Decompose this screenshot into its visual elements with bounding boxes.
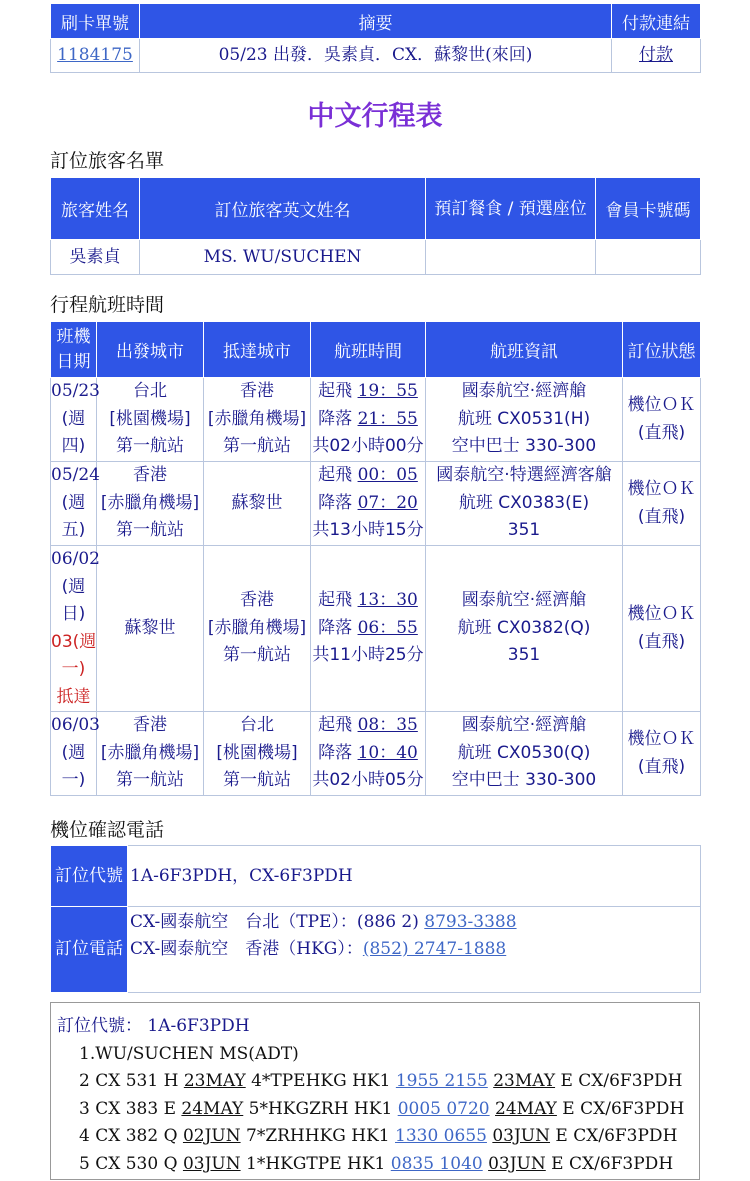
passenger-row (51, 240, 701, 275)
segment-times-link[interactable]: 0835 1040 (390, 1153, 483, 1174)
segment-tail: E CX/6F3PDH (550, 1126, 678, 1146)
airline-cabin: 國泰航空·經濟艙 (461, 715, 587, 736)
confirm-table (50, 845, 701, 993)
segment-date: 24MAY (181, 1098, 244, 1119)
arr-city-name: 香港 (240, 590, 274, 611)
aircraft: 空中巴士 330-300 (451, 436, 597, 457)
pnr-segment (57, 1151, 693, 1179)
dep-city-name: 蘇黎世 (124, 617, 176, 638)
pnr-box (50, 1002, 700, 1180)
booking-status (623, 712, 701, 796)
pay-link[interactable]: 付款 (639, 45, 673, 65)
segment-prefix: 3 CX 383 E (79, 1098, 182, 1119)
passenger-member (596, 240, 701, 275)
header-summary: 摘要 (140, 4, 612, 39)
takeoff-label: 起飛 (318, 715, 353, 736)
pnr-segment (57, 1096, 693, 1124)
passenger-meal (426, 240, 596, 275)
segment-date: 23MAY (183, 1071, 246, 1091)
segment-arr-date: 03JUN (492, 1126, 551, 1146)
dep-terminal: 第一航站 (116, 436, 184, 457)
passengers-section-title: 訂位旅客名單 (50, 150, 165, 172)
card-no-link[interactable]: 1184175 (57, 45, 133, 65)
dep-city (97, 712, 204, 796)
aircraft: 空中巴士 330-300 (451, 770, 597, 791)
header-pay-link: 付款連結 (612, 4, 701, 39)
takeoff-time: 00：05 (357, 465, 418, 486)
airline-cabin: 國泰航空·經濟艙 (461, 590, 587, 611)
phone-line-hkg (130, 936, 698, 963)
airline-cabin: 國泰航空·特選經濟客艙 (436, 465, 612, 486)
arr-city (204, 378, 311, 462)
aircraft: 351 (507, 520, 541, 541)
arr-airport: [赤臘角機場] (207, 408, 307, 429)
arr-city (204, 462, 311, 546)
segment-route: 4*TPEHKG HK1 (245, 1071, 396, 1091)
flight-weekday-close: 四) (61, 436, 86, 457)
status-direct: (直飛) (637, 506, 686, 527)
flight-info (426, 378, 623, 462)
flight-time (311, 546, 426, 712)
booking-status (623, 546, 701, 712)
segment-arr-date: 03JUN (488, 1153, 546, 1174)
phone-line-tpe (130, 909, 698, 936)
passengers-section (50, 177, 700, 275)
header-arr-city: 抵達城市 (204, 322, 311, 378)
dep-city-name: 香港 (133, 715, 167, 736)
arr-city-name: 台北 (240, 715, 274, 736)
status-ok: 機位ＯＫ (627, 604, 696, 624)
flight-row (51, 462, 701, 546)
flight-number: 航班 CX0530(Q) (457, 742, 591, 763)
summary-text: 05/23 出發．吳素貞．CX．蘇黎世(來回) (140, 39, 612, 73)
pnr-name-line: 1.WU/SUCHEN MS(ADT) (79, 1043, 299, 1064)
segment-tail: E CX/6F3PDH (556, 1098, 685, 1119)
header-meal-seat: 預訂餐食 / 預選座位 (426, 178, 596, 240)
segment-prefix: 5 CX 530 Q (79, 1153, 183, 1174)
dep-airport: [赤臘角機場] (100, 492, 200, 513)
segment-arr-date: 24MAY (495, 1098, 557, 1119)
land-label: 降落 (318, 742, 353, 763)
land-label: 降落 (318, 492, 353, 513)
arrival-date: 03(週 (51, 631, 97, 652)
takeoff-label: 起飛 (318, 465, 353, 486)
status-ok: 機位ＯＫ (627, 479, 696, 499)
pnr-segment (57, 1068, 693, 1096)
flight-row (51, 378, 701, 462)
aircraft: 351 (507, 645, 541, 666)
flight-weekday-close: 五) (61, 520, 86, 541)
flight-row (51, 546, 701, 712)
dep-terminal: 第一航站 (116, 520, 184, 541)
flight-time (311, 712, 426, 796)
flights-section (50, 321, 700, 796)
land-time: 07：20 (357, 492, 418, 513)
pnr-code: 1A-6F3PDH (147, 1016, 250, 1036)
flight-weekday-close: 一) (61, 770, 86, 791)
passengers-table (50, 177, 701, 275)
land-time: 21：55 (357, 408, 418, 429)
flight-weekday-close: 日) (61, 604, 86, 624)
flight-number: 航班 CX0382(Q) (457, 617, 591, 638)
segment-tail: E CX/6F3PDH (555, 1071, 683, 1091)
flights-section-title: 行程航班時間 (50, 294, 165, 316)
phone-prefix: CX-國泰航空 香港（HKG）： (130, 939, 363, 959)
header-booking-status: 訂位狀態 (623, 322, 701, 378)
land-time: 10：40 (357, 742, 418, 763)
land-time: 06：55 (357, 617, 418, 638)
segment-arr-date: 23MAY (493, 1071, 556, 1091)
arr-terminal: 第一航站 (223, 436, 291, 457)
header-passenger-name: 旅客姓名 (51, 178, 140, 240)
arr-terminal: 第一航站 (223, 770, 291, 791)
flights-table (50, 321, 701, 796)
dep-airport: [赤臘角機場] (100, 742, 200, 763)
flight-duration: 共02小時05分 (312, 770, 424, 791)
payment-table (50, 3, 701, 73)
land-label: 降落 (318, 408, 353, 429)
flight-date: 06/02 (51, 549, 100, 569)
phone-list (128, 907, 701, 993)
flight-row (51, 712, 701, 796)
flight-weekday-open: (週 (61, 408, 86, 429)
arr-city (204, 712, 311, 796)
arrival-label: 抵達 (56, 686, 91, 707)
arr-city-name: 香港 (240, 381, 274, 402)
takeoff-time: 19：55 (357, 381, 418, 402)
dep-city-name: 台北 (133, 381, 167, 402)
page-title: 中文行程表 (307, 101, 443, 132)
header-flight-info: 航班資訊 (426, 322, 623, 378)
booking-status (623, 378, 701, 462)
segment-prefix: 4 CX 382 Q (79, 1126, 183, 1146)
dep-city-name: 香港 (133, 465, 167, 486)
status-ok: 機位ＯＫ (627, 395, 696, 415)
flight-date: 06/03 (51, 715, 100, 736)
dep-airport: [桃園機場] (109, 408, 191, 429)
flight-time (311, 378, 426, 462)
flight-info (426, 546, 623, 712)
code-label: 訂位代號 (51, 846, 128, 907)
flight-duration: 共13小時15分 (312, 520, 424, 541)
header-flight-date: 班機日期 (51, 322, 97, 378)
phone-number-link[interactable]: 8793-3388 (424, 912, 517, 932)
dep-city (97, 378, 204, 462)
flight-date: 05/23 (51, 381, 100, 402)
passenger-english-name: MS. WU/SUCHEN (140, 240, 426, 275)
booking-status (623, 462, 701, 546)
segment-route: 7*ZRHHKG HK1 (240, 1126, 396, 1146)
flight-time (311, 462, 426, 546)
takeoff-label: 起飛 (318, 590, 353, 611)
segment-tail: E CX/6F3PDH (545, 1153, 674, 1174)
arr-airport: [桃園機場] (216, 742, 298, 763)
flight-date: 05/24 (51, 465, 100, 486)
passenger-name: 吳素貞 (51, 240, 140, 275)
header-member-card: 會員卡號碼 (596, 178, 701, 240)
flight-duration: 共02小時00分 (312, 436, 424, 457)
pnr-segment (57, 1123, 693, 1151)
phone-prefix: CX-國泰航空 台北（TPE）：(886 2) (130, 912, 425, 932)
arr-city-name: 蘇黎世 (231, 492, 283, 513)
segment-route: 1*HKGTPE HK1 (240, 1153, 391, 1174)
arrival-weekday: 一) (61, 659, 86, 679)
segment-times-link[interactable]: 1330 0655 (395, 1126, 487, 1146)
pnr-label: 訂位代號： (57, 1016, 142, 1036)
takeoff-label: 起飛 (318, 381, 353, 402)
segment-times-link[interactable]: 1955 2155 (395, 1071, 488, 1091)
flight-number: 航班 CX0531(H) (457, 408, 591, 429)
confirm-section (50, 845, 700, 993)
land-label: 降落 (318, 617, 353, 638)
phone-number-link[interactable]: (852) 2747-1888 (362, 939, 507, 959)
confirm-section-title: 機位確認電話 (50, 819, 165, 841)
status-ok: 機位ＯＫ (627, 729, 696, 749)
arr-terminal: 第一航站 (223, 645, 291, 666)
header-dep-city: 出發城市 (97, 322, 204, 378)
segment-date: 03JUN (182, 1153, 241, 1174)
code-value: 1A-6F3PDH，CX-6F3PDH (128, 846, 701, 907)
dep-terminal: 第一航站 (116, 770, 184, 791)
phone-label: 訂位電話 (51, 907, 128, 993)
flight-info (426, 462, 623, 546)
header-card-no: 刷卡單號 (51, 4, 140, 39)
flight-duration: 共11小時25分 (312, 645, 424, 666)
status-direct: (直飛) (637, 756, 686, 777)
flight-weekday-open: (週 (61, 742, 86, 763)
dep-city (97, 546, 204, 712)
flight-weekday-open: (週 (61, 576, 86, 597)
segment-route: 5*HKGZRH HK1 (243, 1098, 398, 1119)
segment-date: 02JUN (182, 1126, 241, 1146)
arr-airport: [赤臘角機場] (207, 617, 307, 638)
segment-prefix: 2 CX 531 H (79, 1071, 184, 1091)
flight-weekday-open: (週 (61, 492, 86, 513)
header-english-name: 訂位旅客英文姓名 (140, 178, 426, 240)
payment-section (50, 3, 700, 73)
header-flight-time: 航班時間 (311, 322, 426, 378)
flight-number: 航班 CX0383(E) (458, 492, 590, 513)
arr-city (204, 546, 311, 712)
status-direct: (直飛) (637, 631, 686, 652)
takeoff-time: 08：35 (357, 715, 418, 736)
flight-info (426, 712, 623, 796)
status-direct: (直飛) (637, 422, 686, 443)
dep-city (97, 462, 204, 546)
takeoff-time: 13：30 (357, 590, 418, 611)
airline-cabin: 國泰航空·經濟艙 (461, 381, 587, 402)
segment-times-link[interactable]: 0005 0720 (397, 1098, 490, 1119)
